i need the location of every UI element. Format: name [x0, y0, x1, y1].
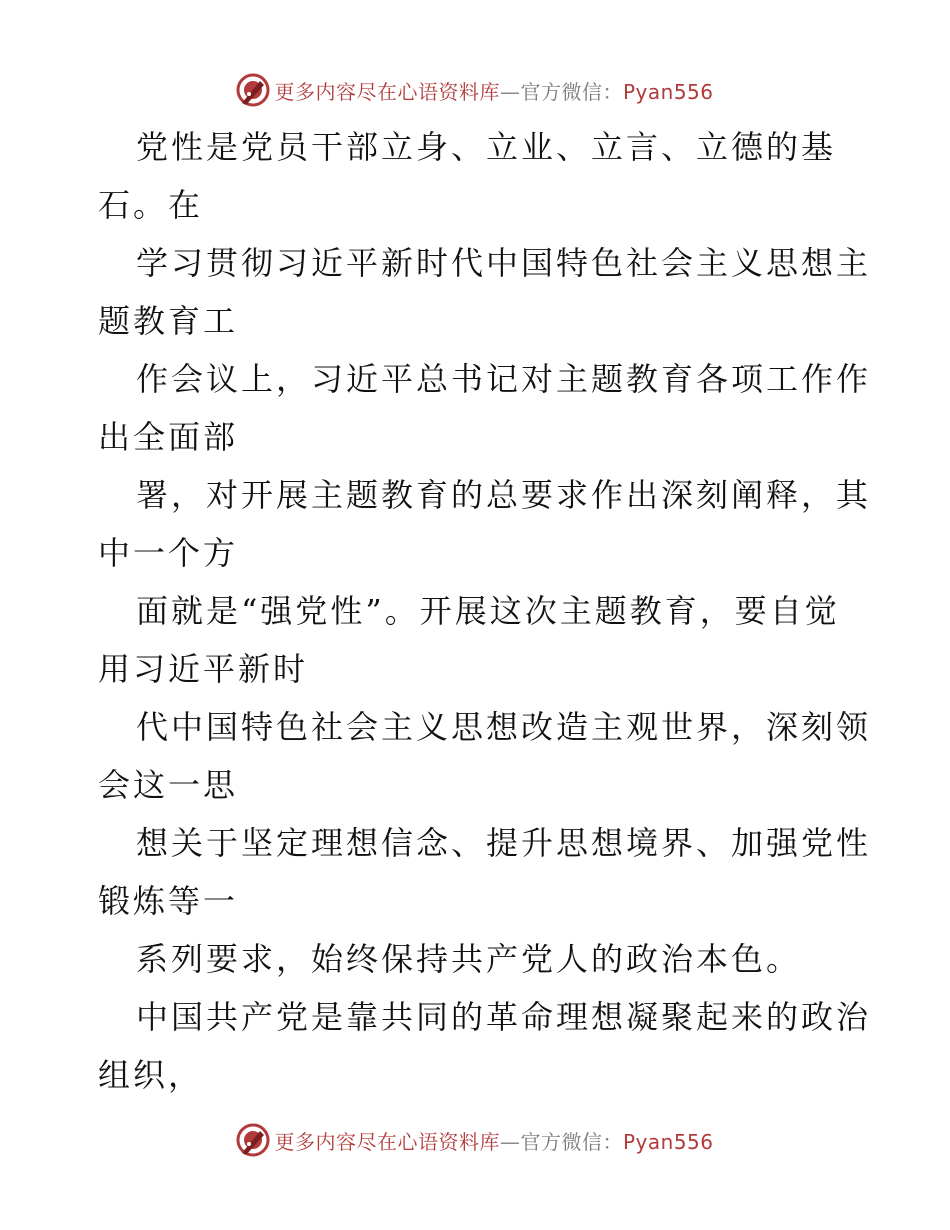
- text-line: 作会议上，习近平总书记对主题教育各项工作作: [136, 360, 872, 398]
- header-banner-official: 官方微信：: [520, 79, 623, 104]
- document-body: [98, 118, 872, 1104]
- footer-banner-official: 官方微信：: [520, 1129, 623, 1154]
- footer-banner-text: [274, 1126, 713, 1155]
- header-banner-separator: —: [499, 79, 521, 104]
- text-line: 中国共产党是靠共同的革命理想凝聚起来的政治: [136, 998, 872, 1036]
- header-banner-text: [274, 76, 713, 105]
- text-line: 中一个方: [98, 534, 239, 572]
- text-line: 会这一思: [98, 766, 239, 804]
- text-line: 锻炼等一: [98, 882, 239, 920]
- text-line: 出全面部: [98, 418, 239, 456]
- header-banner: [0, 70, 950, 110]
- text-line: 石。在: [98, 186, 204, 224]
- footer-banner-title: 更多内容尽在心语资料库: [274, 1129, 500, 1154]
- text-line: 用习近平新时: [98, 650, 309, 688]
- pen-nib-logo-icon: [236, 73, 270, 107]
- header-banner-title: 更多内容尽在心语资料库: [274, 79, 500, 104]
- text-line: 想关于坚定理想信念、提升思想境界、加强党性: [136, 824, 872, 862]
- text-line: 题教育工: [98, 302, 239, 340]
- text-line: 组织，: [98, 1056, 204, 1094]
- text-line: 党性是党员干部立身、立业、立言、立德的基: [136, 128, 837, 166]
- text-line: 系列要求，始终保持共产党人的政治本色。: [136, 940, 802, 978]
- text-line: 署，对开展主题教育的总要求作出深刻阐释，其: [136, 476, 872, 514]
- header-banner-handle: Pyan556: [622, 79, 714, 104]
- footer-banner-handle: Pyan556: [622, 1129, 714, 1154]
- pen-nib-logo-icon: [236, 1123, 270, 1157]
- text-line: 面就是“强党性”。开展这次主题教育，要自觉: [136, 592, 840, 630]
- text-line: 学习贯彻习近平新时代中国特色社会主义思想主: [136, 244, 872, 282]
- text-line: 代中国特色社会主义思想改造主观世界，深刻领: [136, 708, 872, 746]
- footer-banner-separator: —: [499, 1129, 521, 1154]
- footer-banner: [0, 1120, 950, 1160]
